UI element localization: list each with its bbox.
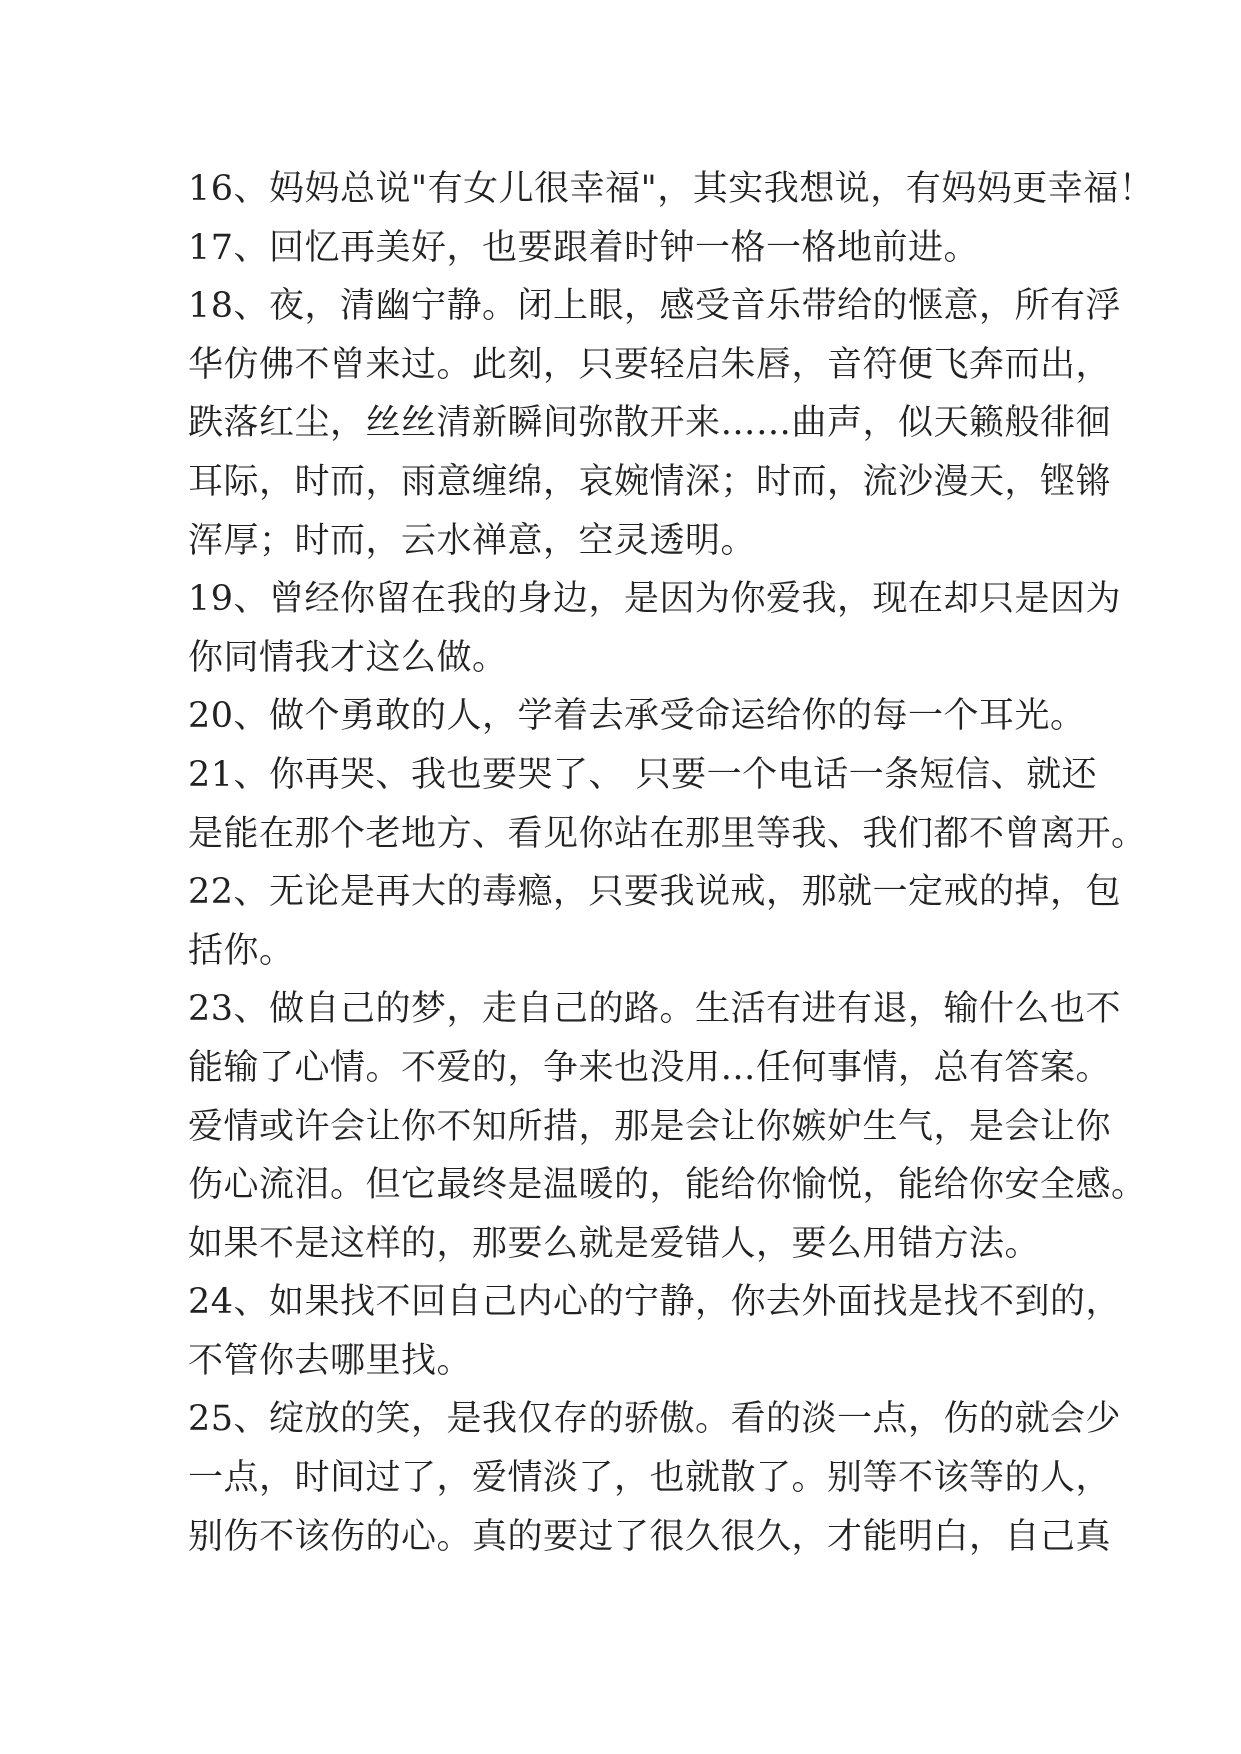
- text-line: 16、妈妈总说"有女儿很幸福"，其实我想说，有妈妈更幸福！: [188, 169, 1155, 209]
- text-line: 25、绽放的笑，是我仅存的骄傲。看的淡一点，伤的就会少: [188, 1399, 1122, 1440]
- text-line: 18、夜，清幽宁静。闭上眼，感受音乐带给的惬意，所有浮: [188, 286, 1122, 327]
- text-line: 华仿佛不曾来过。此刻，只要轻启朱唇，音符便飞奔而出，: [188, 344, 1112, 385]
- text-line: 伤心流泪。但它最终是温暖的，能给你愉悦，能给你安全感。: [188, 1165, 1147, 1206]
- text-line: 20、做个勇敢的人，学着去承受命运给你的每一个耳光。: [188, 696, 1086, 737]
- text-line: 括你。: [188, 930, 295, 971]
- text-line: 是能在那个老地方、看见你站在那里等我、我们都不曾离开。: [188, 813, 1147, 854]
- text-line: 一点，时间过了，爱情淡了，也就散了。别等不该等的人，: [188, 1458, 1112, 1499]
- text-line: 如果不是这样的，那要么就是爱错人，要么用错方法。: [188, 1223, 1041, 1264]
- text-line: 浑厚；时而，云水禅意，空灵透明。: [188, 520, 757, 561]
- text-line: 你同情我才这么做。: [188, 637, 508, 678]
- text-line: 爱情或许会让你不知所措，那是会让你嫉妒生气，是会让你: [188, 1106, 1112, 1147]
- text-line: 耳际，时而，雨意缠绵，哀婉情深；时而，流沙漫天，铿锵: [188, 461, 1112, 502]
- text-line: 19、曾经你留在我的身边，是因为你爱我，现在却只是因为: [188, 579, 1122, 620]
- text-line: 22、无论是再大的毒瘾，只要我说戒，那就一定戒的掉，包: [188, 872, 1122, 913]
- text-line: 能输了心情。不爱的，争来也没用…任何事情，总有答案。: [188, 1047, 1112, 1088]
- text-line: 17、回忆再美好，也要跟着时钟一格一格地前进。: [188, 227, 980, 268]
- text-line: 别伤不该伤的心。真的要过了很久很久，才能明白，自己真: [188, 1516, 1112, 1557]
- document-body: [188, 160, 1155, 1566]
- text-line: 23、做自己的梦，走自己的路。生活有进有退，输什么也不: [188, 989, 1122, 1030]
- text-line: 跌落红尘，丝丝清新瞬间弥散开来……曲声，似天籁般徘徊: [188, 403, 1112, 444]
- text-line: 不管你去哪里找。: [188, 1340, 473, 1381]
- text-line: 24、如果找不回自己内心的宁静，你去外面找是找不到的，: [188, 1282, 1122, 1323]
- text-line: 21、你再哭、我也要哭了、 只要一个电话一条短信、就还: [188, 754, 1098, 795]
